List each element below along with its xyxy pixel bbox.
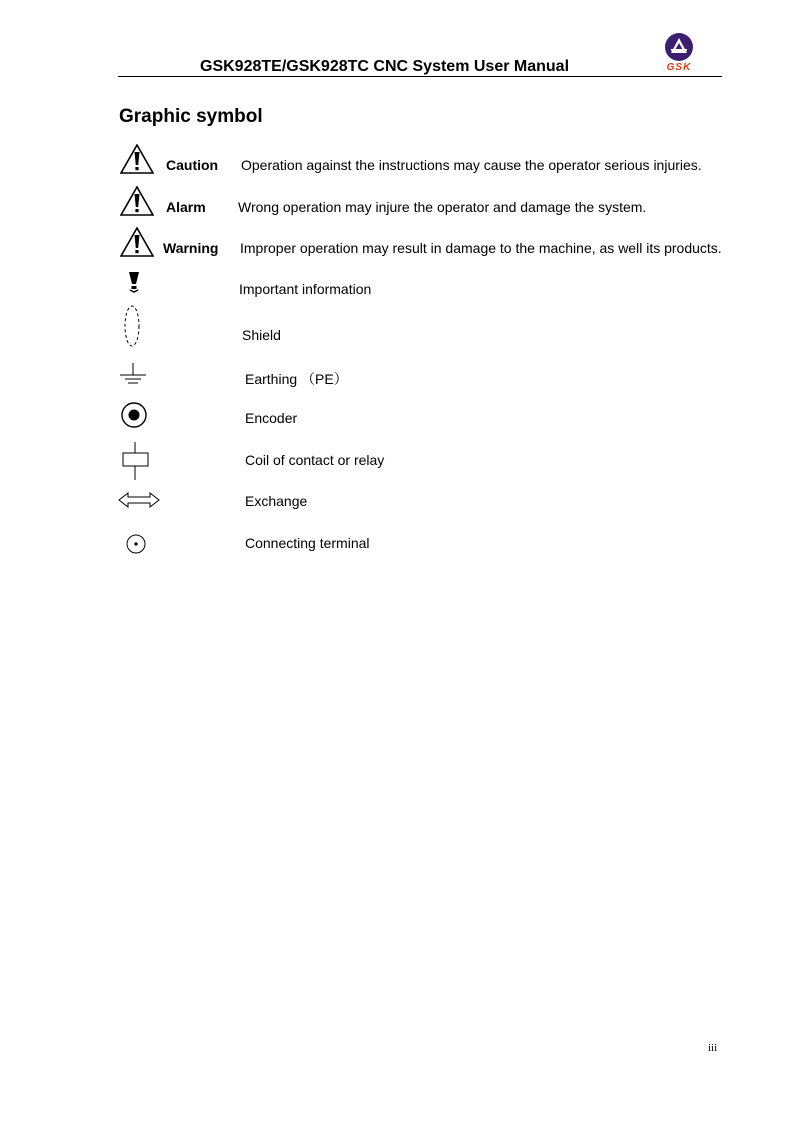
symbol-label-warning: Warning [163,240,219,256]
exchange-arrow-icon [118,491,160,514]
symbol-description-warning: Improper operation may result in damage to the machine, as well its products. [240,240,722,256]
symbol-label-caution: Caution [166,157,219,173]
symbol-description-terminal: Connecting terminal [245,535,370,551]
warning-triangle-icon [120,227,154,262]
symbol-label-alarm: Alarm [166,199,206,215]
warning-triangle-icon [120,186,154,221]
symbol-description-relay-coil: Coil of contact or relay [245,452,385,468]
header-rule [118,76,722,77]
symbol-description-shield: Shield [242,327,281,343]
relay-coil-icon [120,442,152,487]
logo-text: GSK [666,62,692,73]
symbol-description-earthing: Earthing （PE） [245,371,348,387]
section-title: Graphic symbol [119,106,263,127]
encoder-icon [120,401,148,434]
shield-icon [122,304,142,353]
exclamation-icon [127,271,141,298]
symbol-description-encoder: Encoder [245,410,298,426]
symbol-description-exchange: Exchange [245,493,308,509]
symbol-description-caution: Operation against the instructions may cause the operator serious injuries. [241,157,702,173]
header-title: GSK928TE/GSK928TC CNC System User Manual [200,58,570,75]
earthing-icon [118,361,148,392]
symbol-description-alarm: Wrong operation may injure the operator and damage the system. [238,199,647,215]
symbol-description-important: Important information [239,281,372,297]
connecting-terminal-icon [124,532,148,561]
gsk-logo [656,32,702,76]
warning-triangle-icon [120,144,154,179]
page-number: iii [708,1042,718,1054]
